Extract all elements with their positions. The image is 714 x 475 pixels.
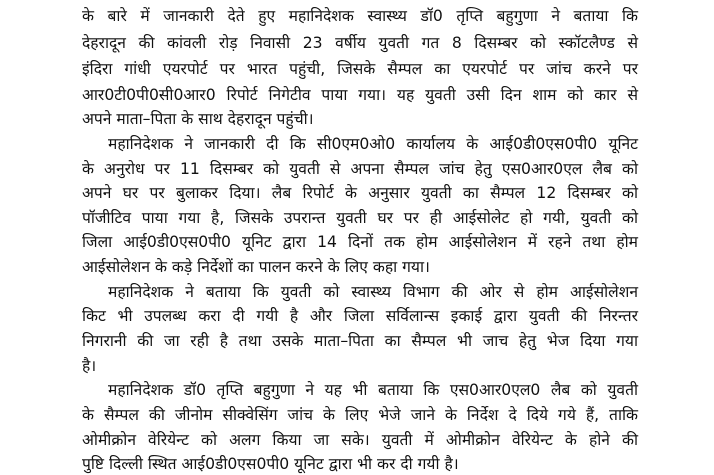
text-line: अपने घर पर बुलाकर दिया। लैब रिपोर्ट के अनुसार युवती का सैम्पल 12 दिसम्बर को <box>82 184 638 202</box>
text-line: पुष्टि दिल्ली स्थित आई0डी0एस0पी0 यूनिट द्वारा भी कर दी गयी है। <box>82 455 459 473</box>
text-line: महानिदेशक ने बताया कि युवती को स्वास्थ्य विभाग की ओर से होम आईसोलेशन <box>108 283 638 301</box>
text-line: जिला आई0डी0एस0पी0 यूनिट द्वारा 14 दिनों तक होम आईसोलेशन में रहने तथा होम <box>82 233 638 251</box>
text-line: के बारे में जानकारी देते हुए महानिदेशक स्वास्थ्य डॉ0 तृप्ति बहुगुणा ने बताया कि <box>82 7 638 25</box>
text-line: है। <box>82 357 97 375</box>
text-line: आईसोलेशन के कड़े निर्देशों का पालन करने के लिए कहा गया। <box>82 258 430 276</box>
text-line: इंदिरा गांधी एयरपोर्ट पर भारत पहुंची, जिसके सैम्पल का एयरपोर्ट पर जांच करने पर <box>82 60 638 78</box>
text-line: किट भी उपलब्ध करा दी गयी है और जिला सर्विलान्स इकाई द्वारा युवती की निरन्तर <box>82 307 638 325</box>
text-line: ओमीक्रोन वेरियेन्ट को अलग किया जा सके। युवती में ओमीक्रोन वेरियेन्ट के होने की <box>82 431 638 449</box>
text-line: के अनुरोध पर 11 दिसम्बर को युवती से अपना सैम्पल जांच हेतु एस0आर0एल लैब को <box>82 160 638 178</box>
text-line: देहरादून की कांवली रोड़ निवासी 23 वर्षीय युवती गत 8 दिसम्बर को स्कॉटलैण्ड से <box>82 34 638 52</box>
text-line: निगरानी की जा रही है तथा उसके माता–पिता का सैम्पल भी जाच हेतु भेज दिया गया <box>82 332 638 350</box>
text-line: के सैम्पल की जीनोम सीक्वेसिंग जांच के लिए भेजे जाने के निर्देश दे दिये गये हैं, ताकि <box>82 406 638 424</box>
text-line: अपने माता–पिता के साथ देहरादून पहुंची। <box>82 110 314 128</box>
text-line: पॉजीटिव पाया गया है, जिसके उपरान्त युवती घर पर ही आईसोलेट हो गयी, युवती को <box>82 209 638 227</box>
text-line: महानिदेशक डॉ0 तृप्ति बहुगुणा ने यह भी बताया कि एस0आर0एल0 लैब को युवती <box>108 381 638 399</box>
text-line: महानिदेशक ने जानकारी दी कि सी0एम0ओ0 कार्यालय के आई0डी0एस0पी0 यूनिट <box>108 135 638 153</box>
text-line: आर0टी0पी0सी0आर0 रिपोर्ट निगेटीव पाया गया। यह युवती उसी दिन शाम को कार से <box>82 86 638 104</box>
